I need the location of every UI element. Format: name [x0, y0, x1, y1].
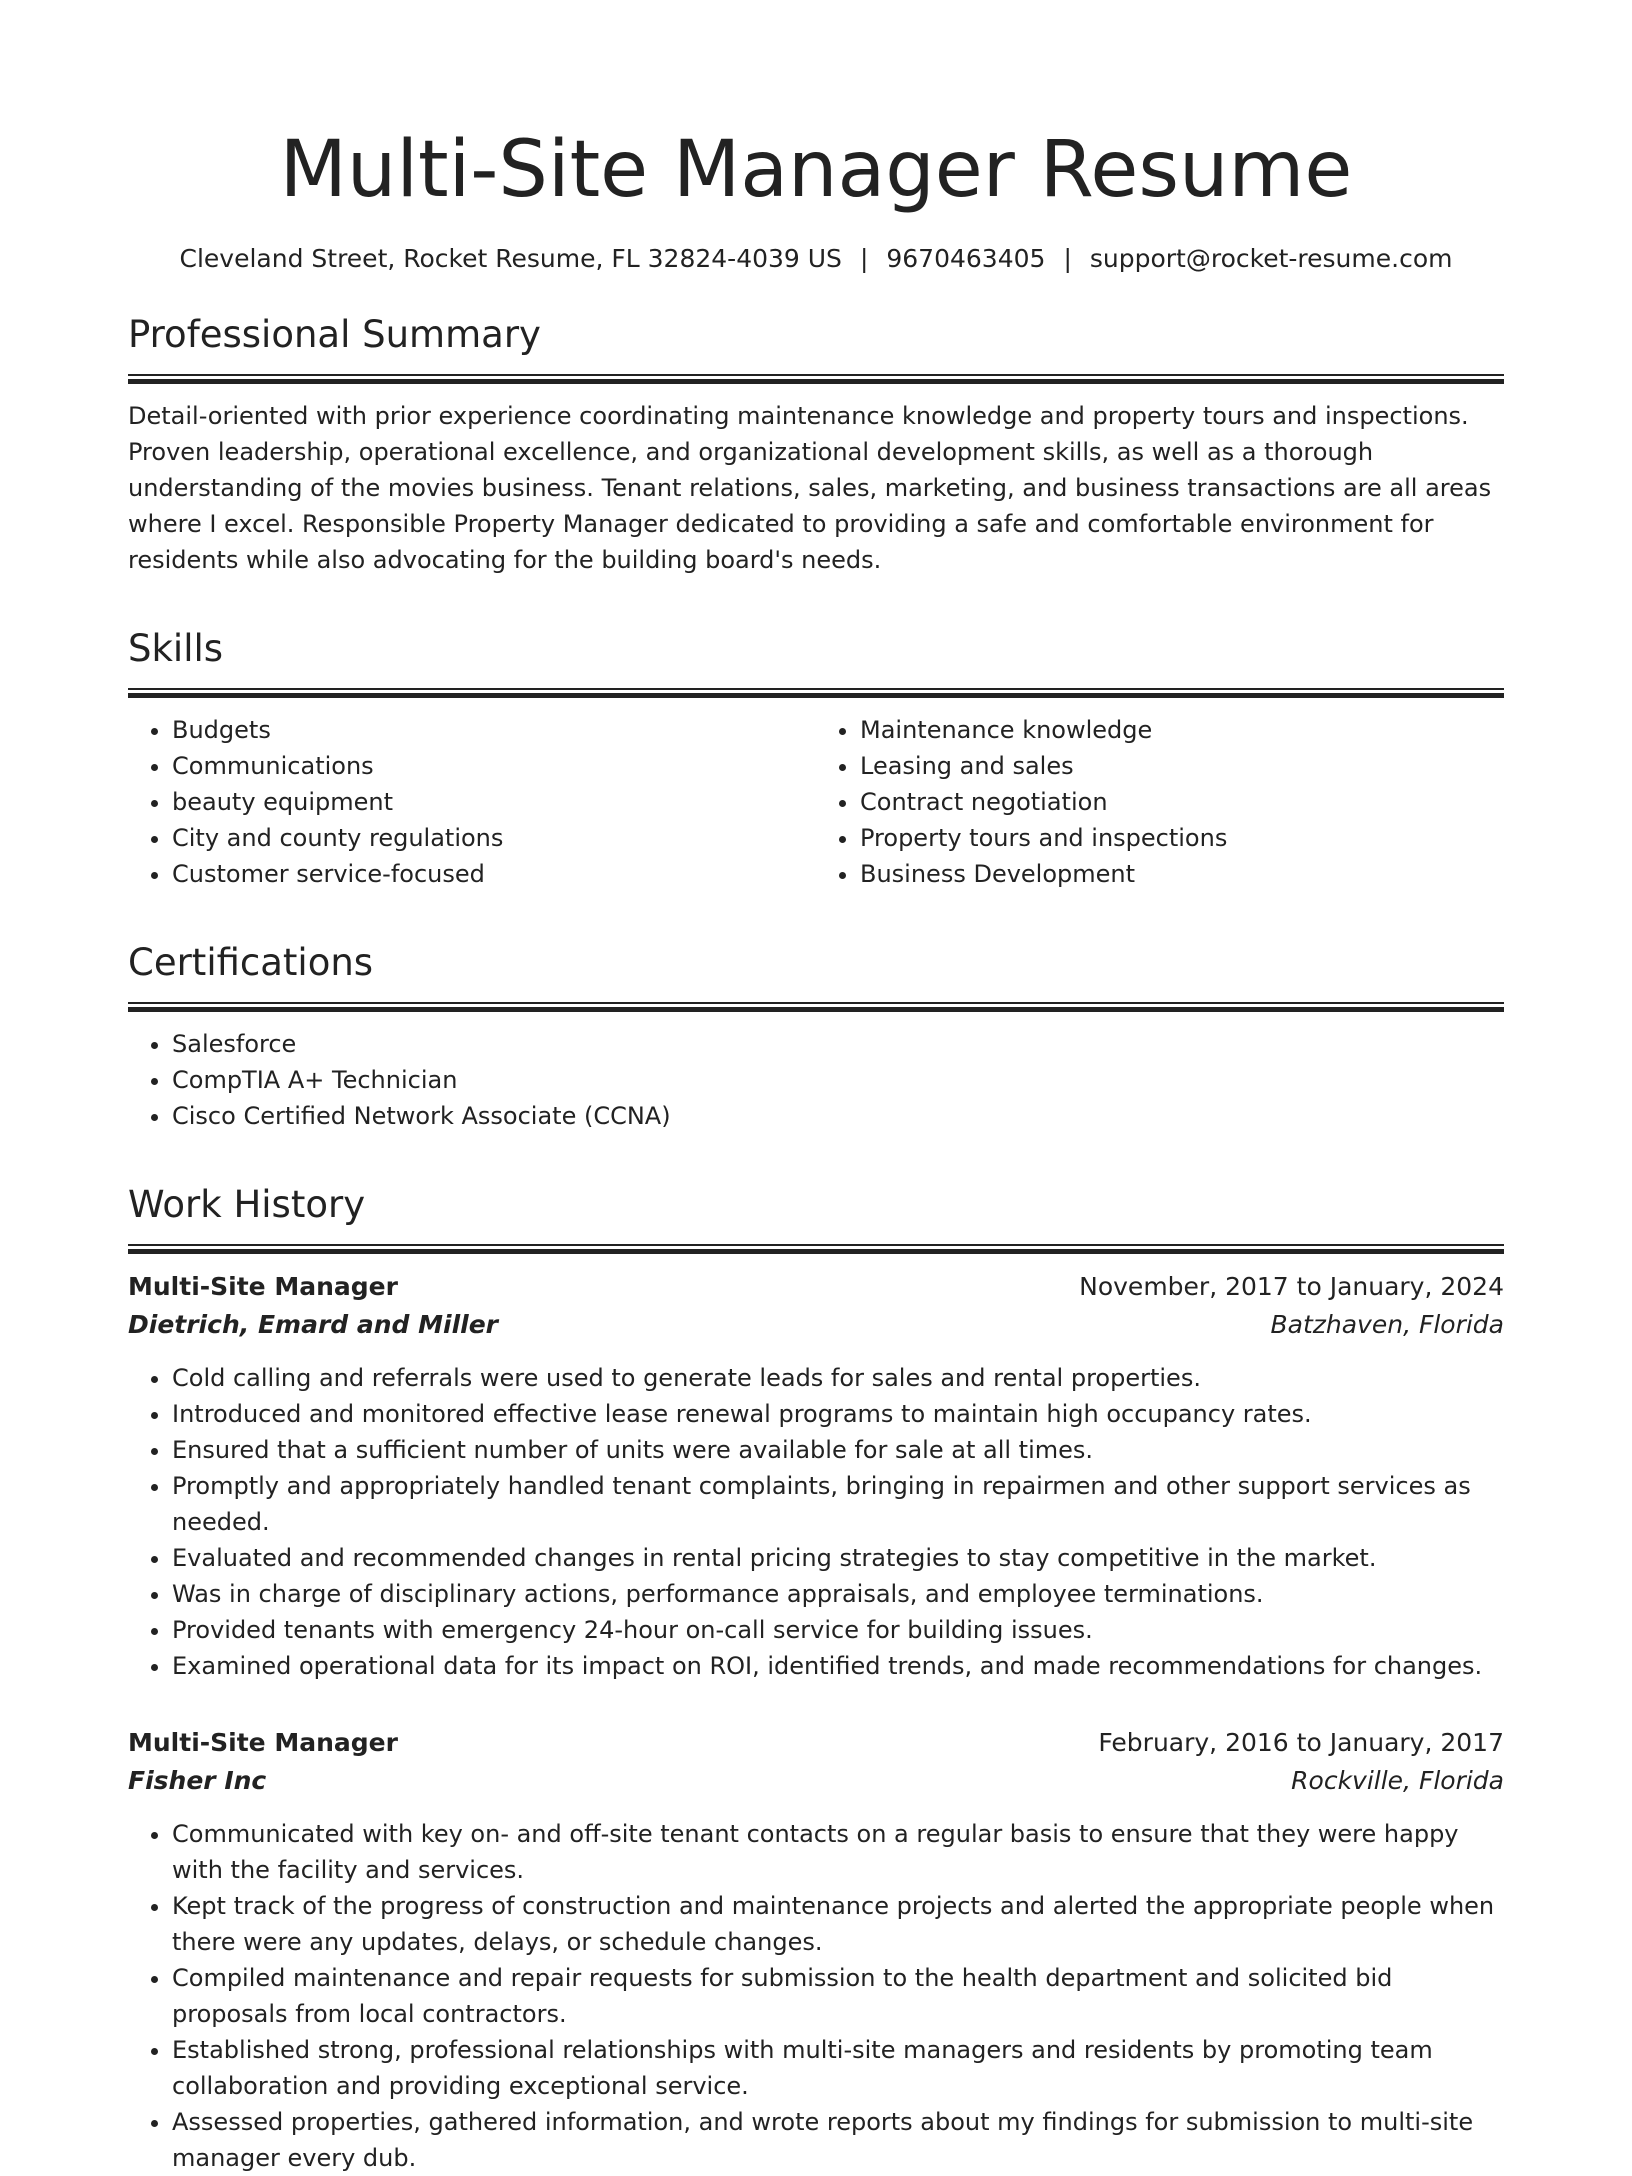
job-entry	[128, 1724, 1504, 2176]
job-title: Multi-Site Manager	[128, 1728, 398, 1757]
contact-email: support@rocket-resume.com	[1089, 244, 1453, 273]
skills-grid	[128, 712, 1504, 892]
job-duty: • Cold calling and referrals were used to generate leads for sales and rental properties.	[172, 1360, 1504, 1396]
job-header-row	[128, 1268, 1504, 1306]
work-history-heading: Work History	[128, 1183, 366, 1226]
job-dates: February, 2016 to January, 2017	[1098, 1728, 1504, 1757]
job-location: Rockville, Florida	[1291, 1766, 1504, 1795]
resume-title: Multi-Site Manager Resume	[279, 125, 1353, 215]
skills-right-list	[816, 712, 1504, 892]
job-duty: • Kept track of the progress of construction and maintenance projects and alerted the appropriate people when there were any updates, delays, or schedule changes.	[172, 1888, 1504, 1960]
contact-separator: |	[1063, 244, 1072, 273]
skill-item: • City and county regulations	[172, 820, 816, 856]
job-duty: • Established strong, professional relationships with multi-site managers and residents by promoting team collaboration and providing exceptional service.	[172, 2032, 1504, 2104]
job-duties-list	[128, 1816, 1504, 2176]
certifications-list	[128, 1026, 1504, 1134]
job-duties-list	[128, 1360, 1504, 1684]
job-company-row	[128, 1306, 1504, 1344]
resume-page	[128, 0, 1504, 2176]
job-duty: • Compiled maintenance and repair requests for submission to the health department and solicited bid proposals from local contractors.	[172, 1960, 1504, 2032]
section-divider	[128, 374, 1504, 384]
skill-item: • Business Development	[860, 856, 1504, 892]
job-company: Fisher Inc	[128, 1766, 267, 1795]
certification-item: • Cisco Certified Network Associate (CCNA)	[172, 1098, 1504, 1134]
job-duty: • Was in charge of disciplinary actions, performance appraisals, and employee terminations.	[172, 1576, 1504, 1612]
job-duty: • Promptly and appropriately handled tenant complaints, bringing in repairmen and other support services as needed.	[172, 1468, 1504, 1540]
contact-separator: |	[859, 244, 869, 273]
job-duty: • Communicated with key on- and off-site tenant contacts on a regular basis to ensure that they were happy with the facility and services.	[172, 1816, 1504, 1888]
job-duty: • Evaluated and recommended changes in rental pricing strategies to stay competitive in the market.	[172, 1540, 1504, 1576]
certification-item: • CompTIA A+ Technician	[172, 1062, 1504, 1098]
skills-heading: Skills	[128, 627, 224, 670]
job-duty: • Introduced and monitored effective lease renewal programs to maintain high occupancy rates.	[172, 1396, 1504, 1432]
job-title: Multi-Site Manager	[128, 1272, 398, 1301]
skill-item: • Budgets	[172, 712, 816, 748]
job-location: Batzhaven, Florida	[1270, 1310, 1504, 1339]
certification-item: • Salesforce	[172, 1026, 1504, 1062]
contact-phone: 9670463405	[886, 244, 1046, 273]
skill-item: • Customer service-focused	[172, 856, 816, 892]
job-duty: • Provided tenants with emergency 24-hour on-call service for building issues.	[172, 1612, 1504, 1648]
certifications-section	[128, 940, 1504, 1134]
skill-item: • Property tours and inspections	[860, 820, 1504, 856]
skill-item: • Leasing and sales	[860, 748, 1504, 784]
skills-section	[128, 626, 1504, 892]
skill-item: • Maintenance knowledge	[860, 712, 1504, 748]
skill-item: • beauty equipment	[172, 784, 816, 820]
job-entry	[128, 1268, 1504, 1684]
section-divider	[128, 1244, 1504, 1254]
skill-item: • Contract negotiation	[860, 784, 1504, 820]
skill-item: • Communications	[172, 748, 816, 784]
skills-left-list	[128, 712, 816, 892]
summary-section	[128, 312, 1504, 578]
job-header-row	[128, 1724, 1504, 1762]
contact-address: Cleveland Street, Rocket Resume, FL 32824-4039 US	[179, 244, 842, 273]
summary-heading: Professional Summary	[128, 313, 541, 356]
job-company: Dietrich, Emard and Miller	[128, 1310, 499, 1339]
summary-text: Detail-oriented with prior experience coordinating maintenance knowledge and property tours and inspections. Proven leadership, operational excellence, and organizational development skills, as well as a thorough understanding of the movies business. Tenant relations, sales, marketing, and business transactions are all areas where I excel. Responsible Property Manager dedicated to providing a safe and comfortable environment for residents while also advocating for the building board's needs.	[128, 402, 1492, 574]
job-duty: • Assessed properties, gathered information, and wrote reports about my findings for submission to multi-site manager every dub.	[172, 2104, 1504, 2176]
section-divider	[128, 1002, 1504, 1012]
contact-line	[128, 242, 1504, 276]
job-dates: November, 2017 to January, 2024	[1079, 1272, 1504, 1301]
job-company-row	[128, 1762, 1504, 1800]
certifications-heading: Certifications	[128, 941, 374, 984]
work-history-section	[128, 1182, 1504, 2176]
job-duty: • Ensured that a sufficient number of units were available for sale at all times.	[172, 1432, 1504, 1468]
job-duty: • Examined operational data for its impact on ROI, identified trends, and made recommendations for changes.	[172, 1648, 1504, 1684]
section-divider	[128, 688, 1504, 698]
